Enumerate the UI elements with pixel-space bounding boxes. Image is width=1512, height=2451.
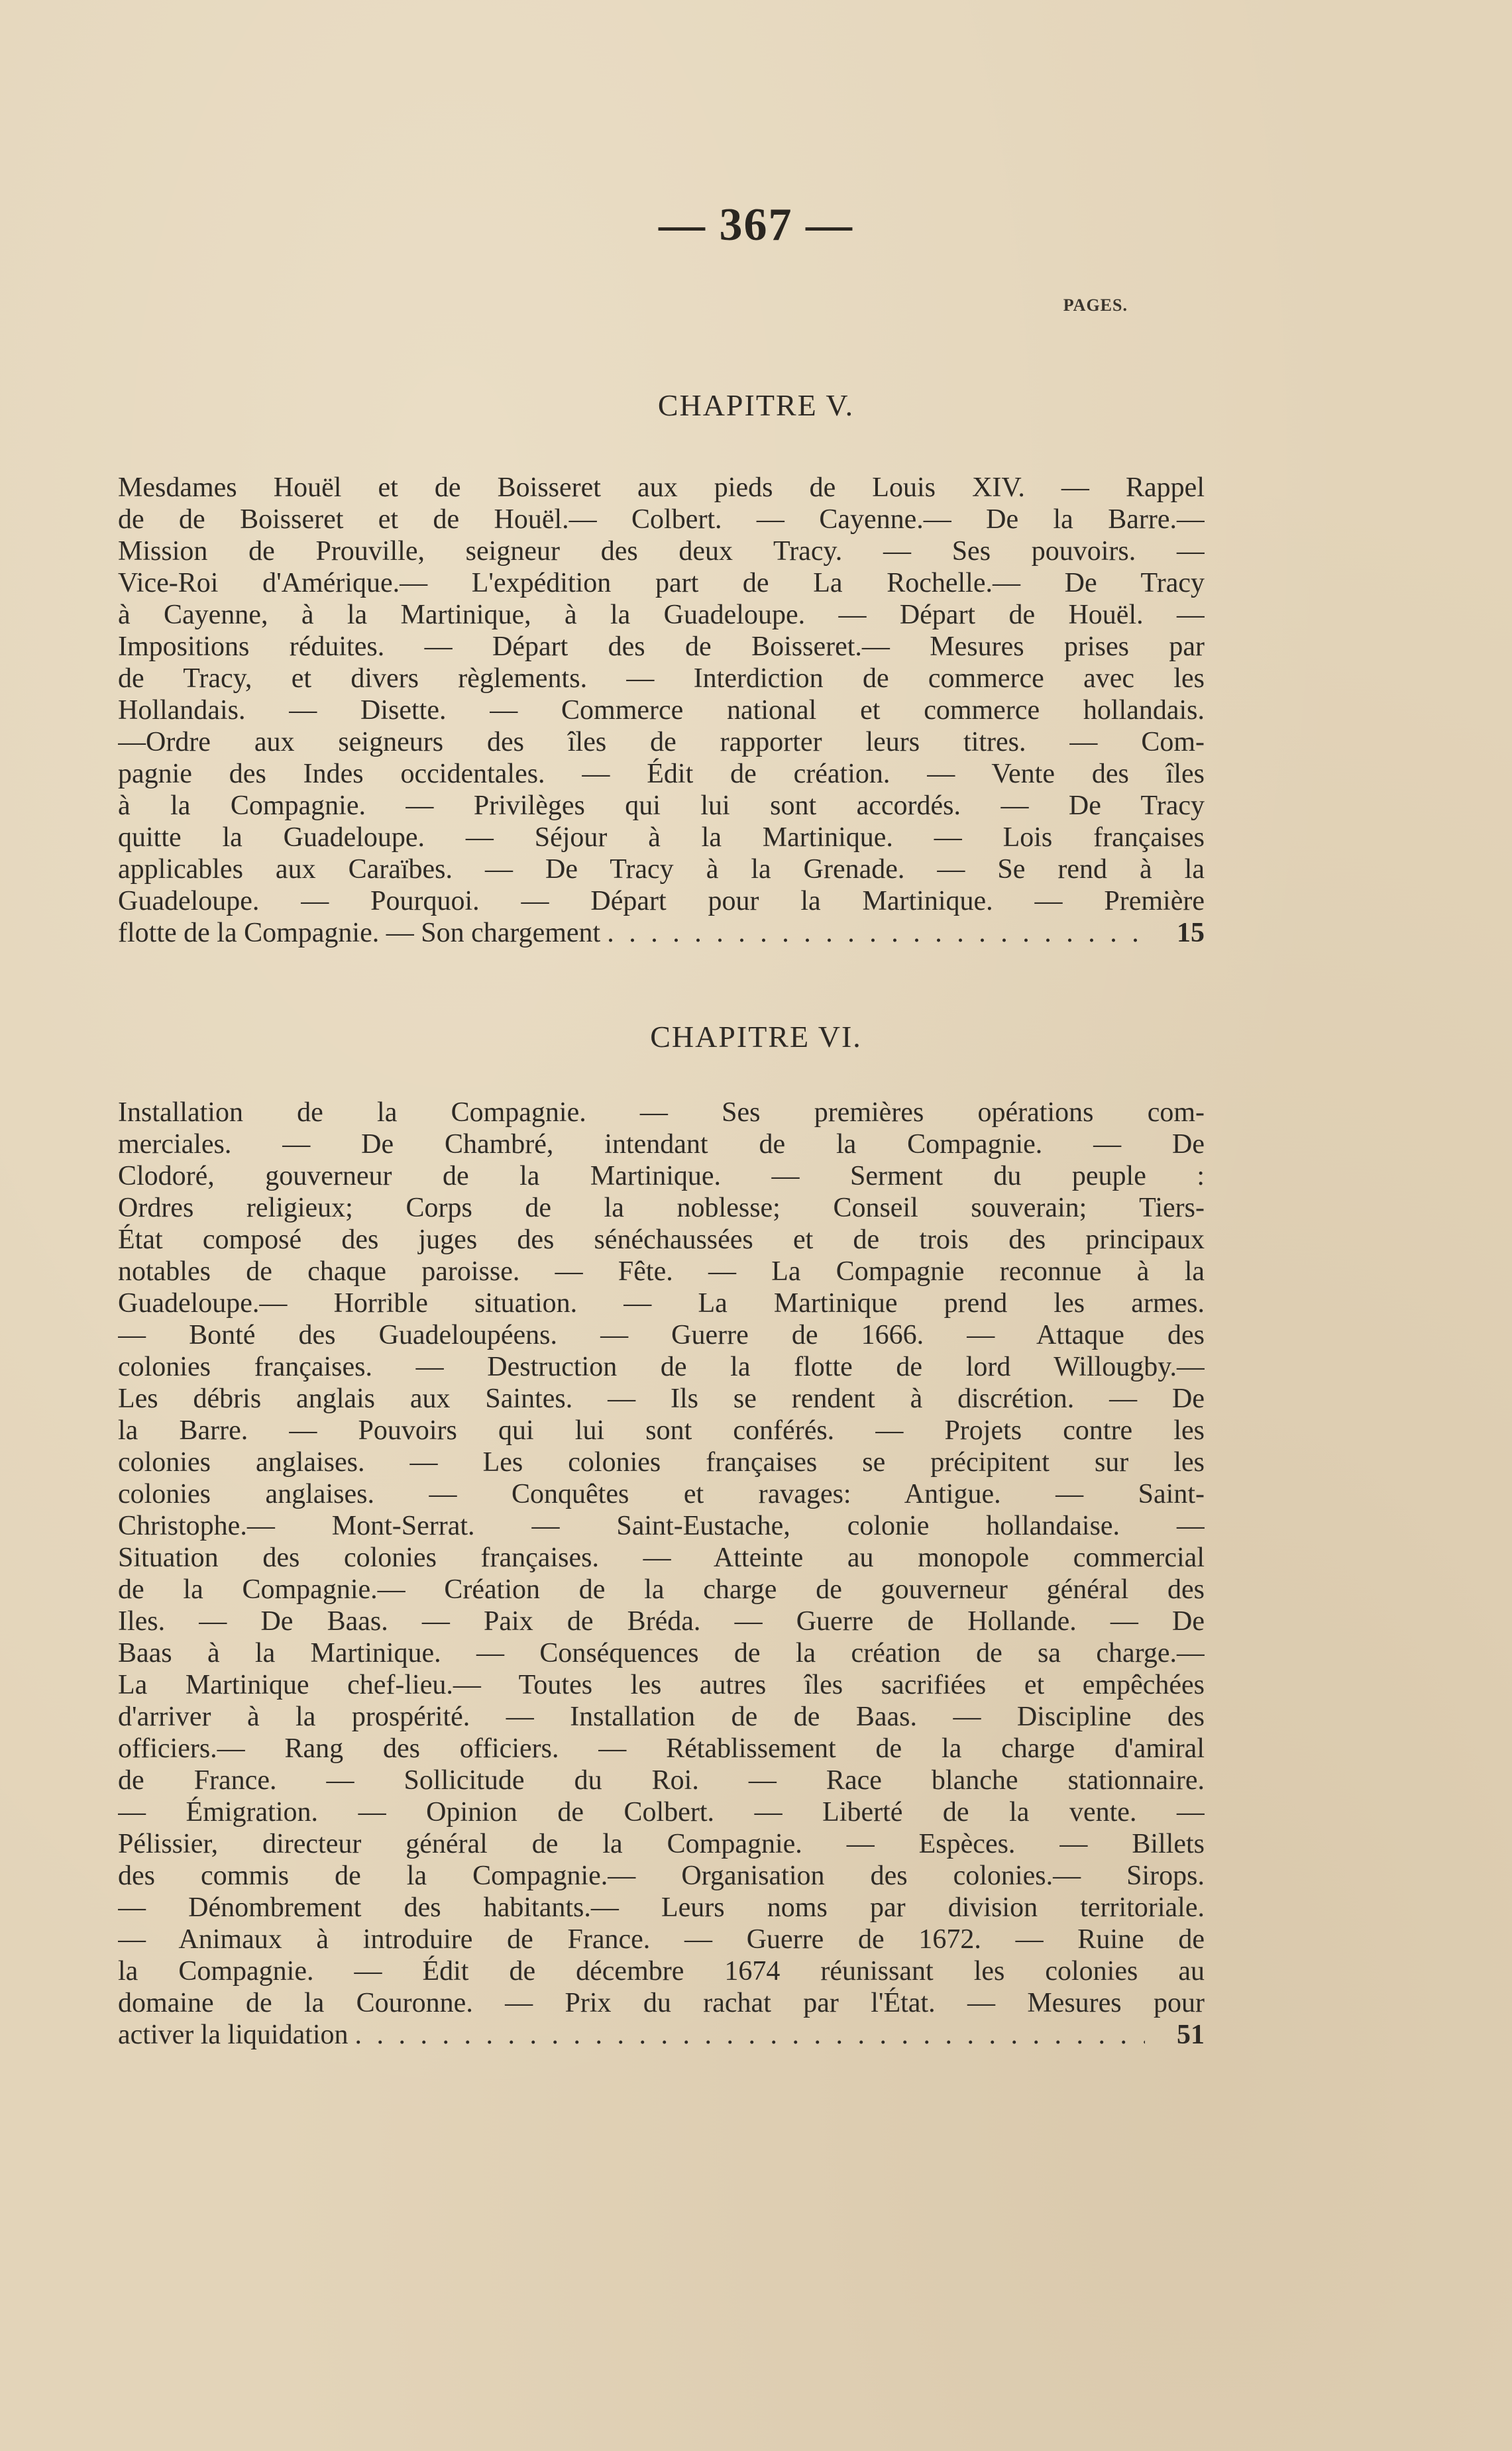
summary-line: d'arriver à la prospérité. — Installation de de Baas. — Discipline des (118, 1702, 1205, 1732)
summary-line: Guadeloupe.— Horrible situation. — La Martinique prend les armes. (118, 1288, 1205, 1319)
dot-leader (607, 917, 1145, 949)
summary-line: de de Boisseret et de Houël.— Colbert. — Cayenne.— De la Barre.— (118, 504, 1205, 535)
summary-line: colonies anglaises. — Les colonies françaises se précipitent sur les (118, 1447, 1205, 1478)
page-reference: 51 (1177, 2020, 1205, 2050)
summary-line: la Compagnie. — Édit de décembre 1674 réunissant les colonies au (118, 1956, 1205, 1987)
page-number: — 367 — (659, 199, 853, 250)
chapter-title: CHAPITRE V. (657, 388, 855, 422)
summary-line: Christophe.— Mont-Serrat. — Saint-Eustache, colonie hollandaise. — (118, 1511, 1205, 1541)
summary-last-line (118, 917, 1205, 949)
summary-line: colonies françaises. — Destruction de la flotte de lord Willougby.— (118, 1352, 1205, 1382)
summary-line: notables de chaque paroisse. — Fête. — La Compagnie reconnue à la (118, 1256, 1205, 1287)
chapter-summary (118, 472, 1205, 949)
summary-line: de la Compagnie.— Création de la charge de gouverneur général des (118, 1574, 1205, 1605)
dot-leader (355, 2019, 1145, 2051)
summary-line: Pélissier, directeur général de la Compagnie. — Espèces. — Billets (118, 1829, 1205, 1859)
summary-line: pagnie des Indes occidentales. — Édit de création. — Vente des îles (118, 759, 1205, 789)
summary-line: État composé des juges des sénéchaussées et de trois des principaux (118, 1225, 1205, 1255)
summary-line: Ordres religieux; Corps de la noblesse; Conseil souverain; Tiers- (118, 1193, 1205, 1223)
summary-line: merciales. — De Chambré, intendant de la Compagnie. — De (118, 1129, 1205, 1160)
summary-line: Mesdames Houël et de Boisseret aux pieds de Louis XIV. — Rappel (118, 472, 1205, 503)
summary-line-text: flotte de la Compagnie. — Son chargement (118, 918, 601, 948)
summary-line: Les débris anglais aux Saintes. — Ils se rendent à discrétion. — De (118, 1384, 1205, 1414)
summary-line: domaine de la Couronne. — Prix du rachat par l'État. — Mesures pour (118, 1988, 1205, 2018)
summary-line-text: activer la liquidation (118, 2020, 349, 2050)
summary-line: Mission de Prouville, seigneur des deux Tracy. — Ses pouvoirs. — (118, 536, 1205, 567)
summary-line: à la Compagnie. — Privilèges qui lui sont accordés. — De Tracy (118, 790, 1205, 821)
chapter-title: CHAPITRE VI. (650, 1020, 862, 1054)
summary-line: officiers.— Rang des officiers. — Rétablissement de la charge d'amiral (118, 1733, 1205, 1764)
summary-line: Baas à la Martinique. — Conséquences de la création de sa charge.— (118, 1638, 1205, 1668)
summary-line: Situation des colonies françaises. — Atteinte au monopole commercial (118, 1543, 1205, 1573)
summary-line: —Ordre aux seigneurs des îles de rapporter leurs titres. — Com- (118, 727, 1205, 757)
summary-line: quitte la Guadeloupe. — Séjour à la Martinique. — Lois françaises (118, 822, 1205, 853)
summary-line: Clodoré, gouverneur de la Martinique. — Serment du peuple : (118, 1161, 1205, 1191)
summary-line: des commis de la Compagnie.— Organisation des colonies.— Sirops. (118, 1861, 1205, 1891)
summary-line: applicables aux Caraïbes. — De Tracy à la Grenade. — Se rend à la (118, 854, 1205, 885)
summary-line: — Émigration. — Opinion de Colbert. — Liberté de la vente. — (118, 1797, 1205, 1827)
summary-line: à Cayenne, à la Martinique, à la Guadeloupe. — Départ de Houël. — (118, 600, 1205, 630)
summary-line: — Animaux à introduire de France. — Guerre de 1672. — Ruine de (118, 1924, 1205, 1955)
summary-last-line (118, 2019, 1205, 2051)
summary-line: — Bonté des Guadeloupéens. — Guerre de 1666. — Attaque des (118, 1320, 1205, 1350)
summary-line: Iles. — De Baas. — Paix de Bréda. — Guerre de Hollande. — De (118, 1606, 1205, 1637)
summary-line: — Dénombrement des habitants.— Leurs noms par division territoriale. (118, 1892, 1205, 1923)
summary-line: de Tracy, et divers règlements. — Interdiction de commerce avec les (118, 663, 1205, 694)
summary-line: La Martinique chef-lieu.— Toutes les autres îles sacrifiées et empêchées (118, 1670, 1205, 1700)
summary-line: Installation de la Compagnie. — Ses premières opérations com- (118, 1097, 1205, 1128)
chapter-summary (118, 1097, 1205, 2051)
summary-line: colonies anglaises. — Conquêtes et ravages: Antigue. — Saint- (118, 1479, 1205, 1509)
summary-line: Impositions réduites. — Départ des de Boisseret.— Mesures prises par (118, 631, 1205, 662)
summary-line: Hollandais. — Disette. — Commerce national et commerce hollandais. (118, 695, 1205, 726)
summary-line: la Barre. — Pouvoirs qui lui sont conférés. — Projets contre les (118, 1415, 1205, 1446)
page-reference: 15 (1177, 918, 1205, 948)
summary-line: Vice-Roi d'Amérique.— L'expédition part de La Rochelle.— De Tracy (118, 568, 1205, 598)
summary-line: de France. — Sollicitude du Roi. — Race blanche stationnaire. (118, 1765, 1205, 1796)
summary-line: Guadeloupe. — Pourquoi. — Départ pour la Martinique. — Première (118, 886, 1205, 916)
pages-column-label: PAGES. (1063, 296, 1128, 315)
